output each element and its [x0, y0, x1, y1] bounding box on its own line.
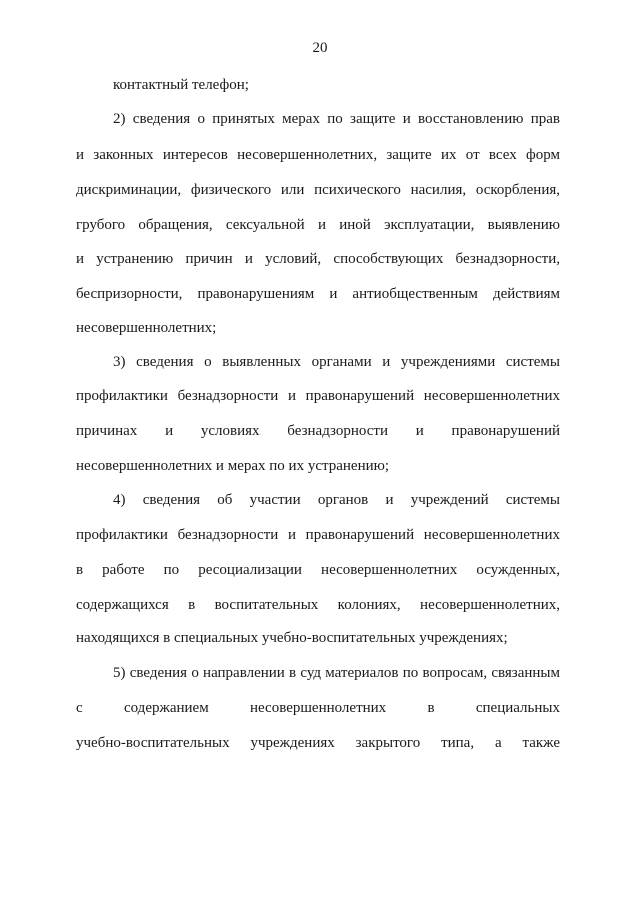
text-line: и законных интересов несовершеннолетних, защите их от всех форм [76, 147, 560, 163]
text-line: профилактики безнадзорности и правонарушений несовершеннолетних [76, 388, 560, 404]
text-line: беспризорности, правонарушениям и антиобщественным действиям [76, 286, 560, 302]
text-line: содержащихся в воспитательных колониях, несовершеннолетних, [76, 597, 560, 613]
text-line: учебно-воспитательных учреждениях закрытого типа, а также [76, 735, 560, 751]
text-line: дискриминации, физического или психического насилия, оскорбления, [76, 182, 560, 198]
text-line: несовершеннолетних и мерах по их устранению; [76, 458, 389, 474]
page-number: 20 [312, 40, 328, 56]
text-line: 4) сведения об участии органов и учреждений системы [113, 492, 560, 508]
text-line: несовершеннолетних; [76, 320, 217, 336]
text-line: контактный телефон; [113, 77, 249, 93]
text-line: 2) сведения о принятых мерах по защите и восстановлению прав [113, 111, 560, 127]
text-line: и устранению причин и условий, способствующих безнадзорности, [76, 251, 560, 267]
text-line: причинах и условиях безнадзорности и правонарушений [76, 423, 560, 439]
text-line: 5) сведения о направлении в суд материалов по вопросам, связанным [113, 665, 560, 681]
text-line: профилактики безнадзорности и правонарушений несовершеннолетних [76, 527, 560, 543]
text-line: находящихся в специальных учебно-воспитательных учреждениях; [76, 630, 508, 646]
text-line: с содержанием несовершеннолетних в специальных [76, 700, 560, 716]
text-line: грубого обращения, сексуальной и иной эксплуатации, выявлению [76, 217, 560, 233]
text-line: 3) сведения о выявленных органами и учреждениями системы [113, 354, 560, 370]
text-line: в работе по ресоциализации несовершеннолетних осужденных, [76, 562, 560, 578]
